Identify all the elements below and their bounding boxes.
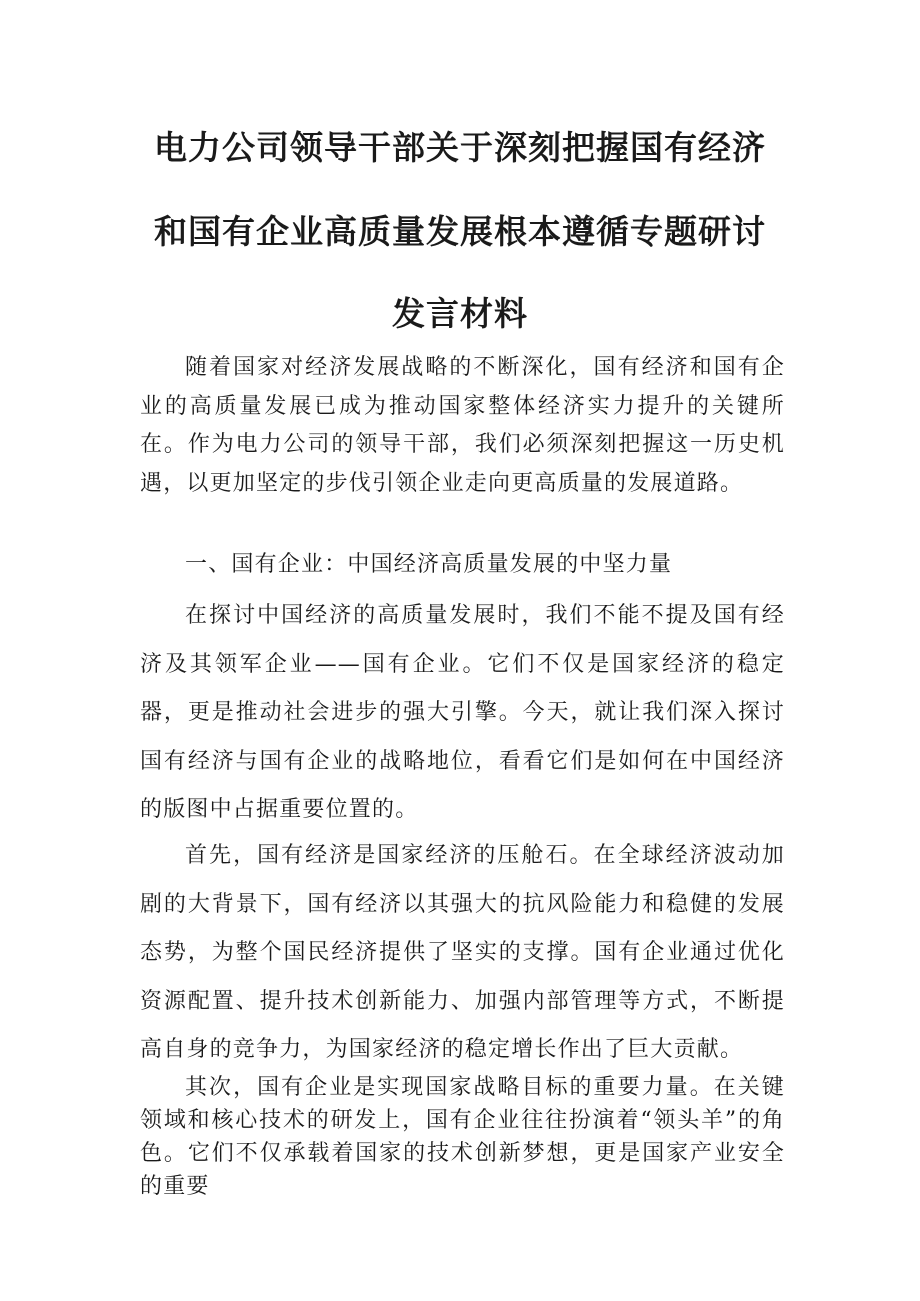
section-heading-1: 一、国有企业：中国经济高质量发展的中坚力量 bbox=[185, 552, 673, 577]
title-line-1: 电力公司领导干部关于深刻把握国有经济 bbox=[154, 128, 766, 167]
paragraph-1: 在探讨中国经济的高质量发展时，我们不能不提及国有经济及其领军企业——国有企业。它们不仅是国家经济的稳定器，更是推动社会进步的强大引擎。今天，就让我们深入探讨国有经济与国有企业的战略地位，看看它们是如何在中国经济的版图中占据重要位置的。 bbox=[140, 603, 785, 823]
title-line-2: 和国有企业高质量发展根本遵循专题研讨 bbox=[154, 212, 766, 251]
title-line-3: 发言材料 bbox=[392, 294, 528, 333]
paragraph-3: 其次，国有企业是实现国家战略目标的重要力量。在关键领域和核心技术的研发上，国有企业往往扮演着“领头羊”的角色。它们不仅承载着国家的技术创新梦想，更是国家产业安全的重要 bbox=[140, 1075, 785, 1199]
paragraph-intro: 随着国家对经济发展战略的不断深化，国有经济和国有企业的高质量发展已成为推动国家整体经济实力提升的关键所在。作为电力公司的领导干部，我们必须深刻把握这一历史机遇，以更加坚定的步伐引领企业走向更高质量的发展道路。 bbox=[140, 355, 785, 496]
paragraph-2: 首先，国有经济是国家经济的压舱石。在全球经济波动加剧的大背景下，国有经济以其强大的抗风险能力和稳健的发展态势，为整个国民经济提供了坚实的支撑。国有企业通过优化资源配置、提升技术创新能力、加强内部管理等方式，不断提高自身的竞争力，为国家经济的稳定增长作出了巨大贡献。 bbox=[140, 843, 785, 1063]
